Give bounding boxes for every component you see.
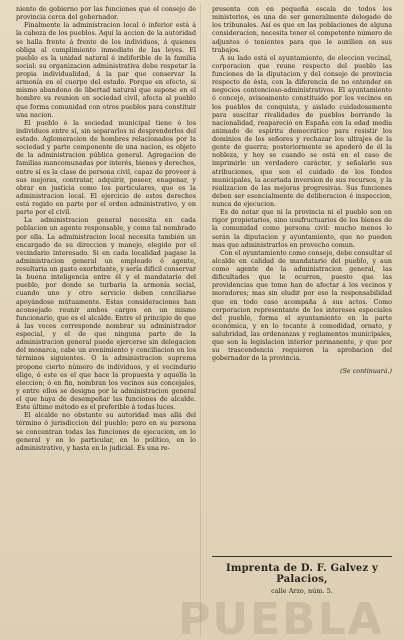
paragraph: presenta con en pequeña escala de todos los ministerios, es una de ser generalmente delegado de los tribunales. Así es que en las poblaciones de alguna consideracion, necesita tener el competente número de adjuntos ó tenientes para que le auxilien en sus trabajos. — [212, 6, 392, 54]
paragraph: El pueblo ó la sociedad municipal tiene ó los individuos entre sí, sin separarlos ni desprenderlos del estado. Aglomeracion de hombres relacionados por la sociedad y parte componente de una nacion, es objeto de la administracion pública general. Agregacion de familias mancomunadas por interés, bienes y derechos, entre sí es la clase de persona civil, capaz de proveer á sus mejoras, contratar, adquirir, poseer, enagenar, y obrar en justicia como los particulares, que es la administracion local. El ejercicio de estos derechos está regido en parte por el orden administrativo, y en parte por el civil. — [16, 119, 196, 217]
library-watermark: PUEBLA — [178, 594, 384, 640]
left-column — [16, 6, 196, 453]
imprint-address: calle Arzo, núm. 5. — [271, 587, 333, 595]
paragraph: niento de gobierno por las funciones que el consejo de provincia cerca del gobernador. — [16, 6, 196, 22]
continued-note: (Se continuará.) — [340, 367, 392, 375]
paragraph: El alcalde no obstante su autoridad mas allá del término ó jurisdiccion del pueblo; pero en su persona se concentran todas las funciones de ejecucion, en lo general y en lo particular, en lo político, en lo administrativo, y hasta en lo judicial. Es una re- — [16, 412, 196, 452]
right-column — [212, 6, 392, 376]
printer-imprint — [212, 556, 392, 595]
paragraph: Es de notar que ni la provincia ni el pueblo son en rigor propietarios, sino usufructuarios de los bienes de la comunidad como persona civil: mucho menos lo serán la diputacion y ayuntamiento, que no pueden mas que administrarlos en provecho comun. — [212, 209, 392, 249]
paragraph: La administracion general necesita en cada poblacion un agente responsable, y como tal nombrado por ella. La administracion local necesita también un encargado de su direccion y manejo, elegido por el vecindario interesado. Si en cada localidad pagase la administracion general un empleado ó agente, resultaria un gasto exorbitante, y sería difícil conservar la buena inteligencia entre él y el mandatario del pueblo, por donde se turbaria la armonía social, cuando uno y otro servicio deben conciliarse apoyándose mútuamente. Estas consideraciones han aconsejado reunir ambos cargos en un mismo funcionario, que es el alcalde. Entre el principio de que á las veces corresponde nombrar su administrador especial, y el de que ninguna parte de la administracion general puede ejercerse sin delegacion del monarca, cabe un avenimiento y conciliacion en los términos siguientes. O la administracion suprema propone cierto número de individuos, y el vecindario elige, ó este es el que hace la propuesta y aquella la eleccion; ó en fin, nombran los vecinos sus concejales, y entre ellos se designa por la administracion general el que haya de desempeñar las funciones de alcalde. Este último método es el preferible á todas luces. — [16, 217, 196, 412]
imprint-divider — [212, 556, 392, 557]
column-divider — [200, 4, 201, 636]
imprint-name: Imprenta de D. F. Galvez y Palacios, — [225, 563, 379, 585]
paragraph: Con el ayuntamiento como consejo, debe consultar el alcalde en calidad de mandatario del pueblo, y aun como agente de la administracion general, las dificultades que le ocurren, puesto que las providencias que tome han de afectar á los vecinos y moradores; mas sin eludir por eso la responsabilidad que en todo caso acompaña á sus actos. Como corporacion representante de los intereses especiales del pueblo, forma el ayuntamiento en la parte económica, y en lo tocante á comodidad, ornato, y salubridad, las ordenanzas y reglamentos municipales, que son la legislacion interior permanente, y que por su trascendencia requieren la aprobacion del gobernador de la provincia. — [212, 249, 392, 363]
paragraph: A su lado está el ayuntamiento, de eleccion vecinal, corporacion que reune respecto del pueblo las funciones de la diputacion y del consejo de provincia respecto de ésta, con la diferencia de no entender en negocios contencioso-administrativos. El ayuntamiento ó concejo, avisoamento constituido por los vecinos en los pueblos de conquista, y aislado cuidadosamente para suscitar rivalidades de pueblos borrando la nacionalidad, reapareció en España con la edad media animado de espíritu democrático para resistir los dominios de los señores y rechazar los ultrajes de la gente de guerra; posteriormente se apoderó de él la nobleza, y hoy se cuando se está en el caso de imprimirle un verdadero carácter, y señalarle sus atribuciones, que son el cuidado de los fondos municipales, la acertada inversion de sus recursos, y la realizacion de las mejoras progresivas. Sus funciones deben ser esencialmente de deliberacion é inspeccion, nunca de ejecucion. — [212, 54, 392, 208]
paragraph: Finalmente la administracion local ó inferior está á la cabeza de los pueblos. Aquí la accion de la autoridad se halla frente á frente de los individuos, á quienes obliga al cumplimiento inmediato de las leyes. El pueblo es la unidad natural é indiferible de la familia social: su organizacion administrativa debe respetar la propia individualidad, á la par que conservar la armonía en el cuerpo del estado. Porque en efecto, si mismo abandono de libertad natural que supone en el hombre su reunion en sociedad civil, afecta al pueblo que forma comunidad con otros pueblos para constituir una nacion. — [16, 22, 196, 119]
